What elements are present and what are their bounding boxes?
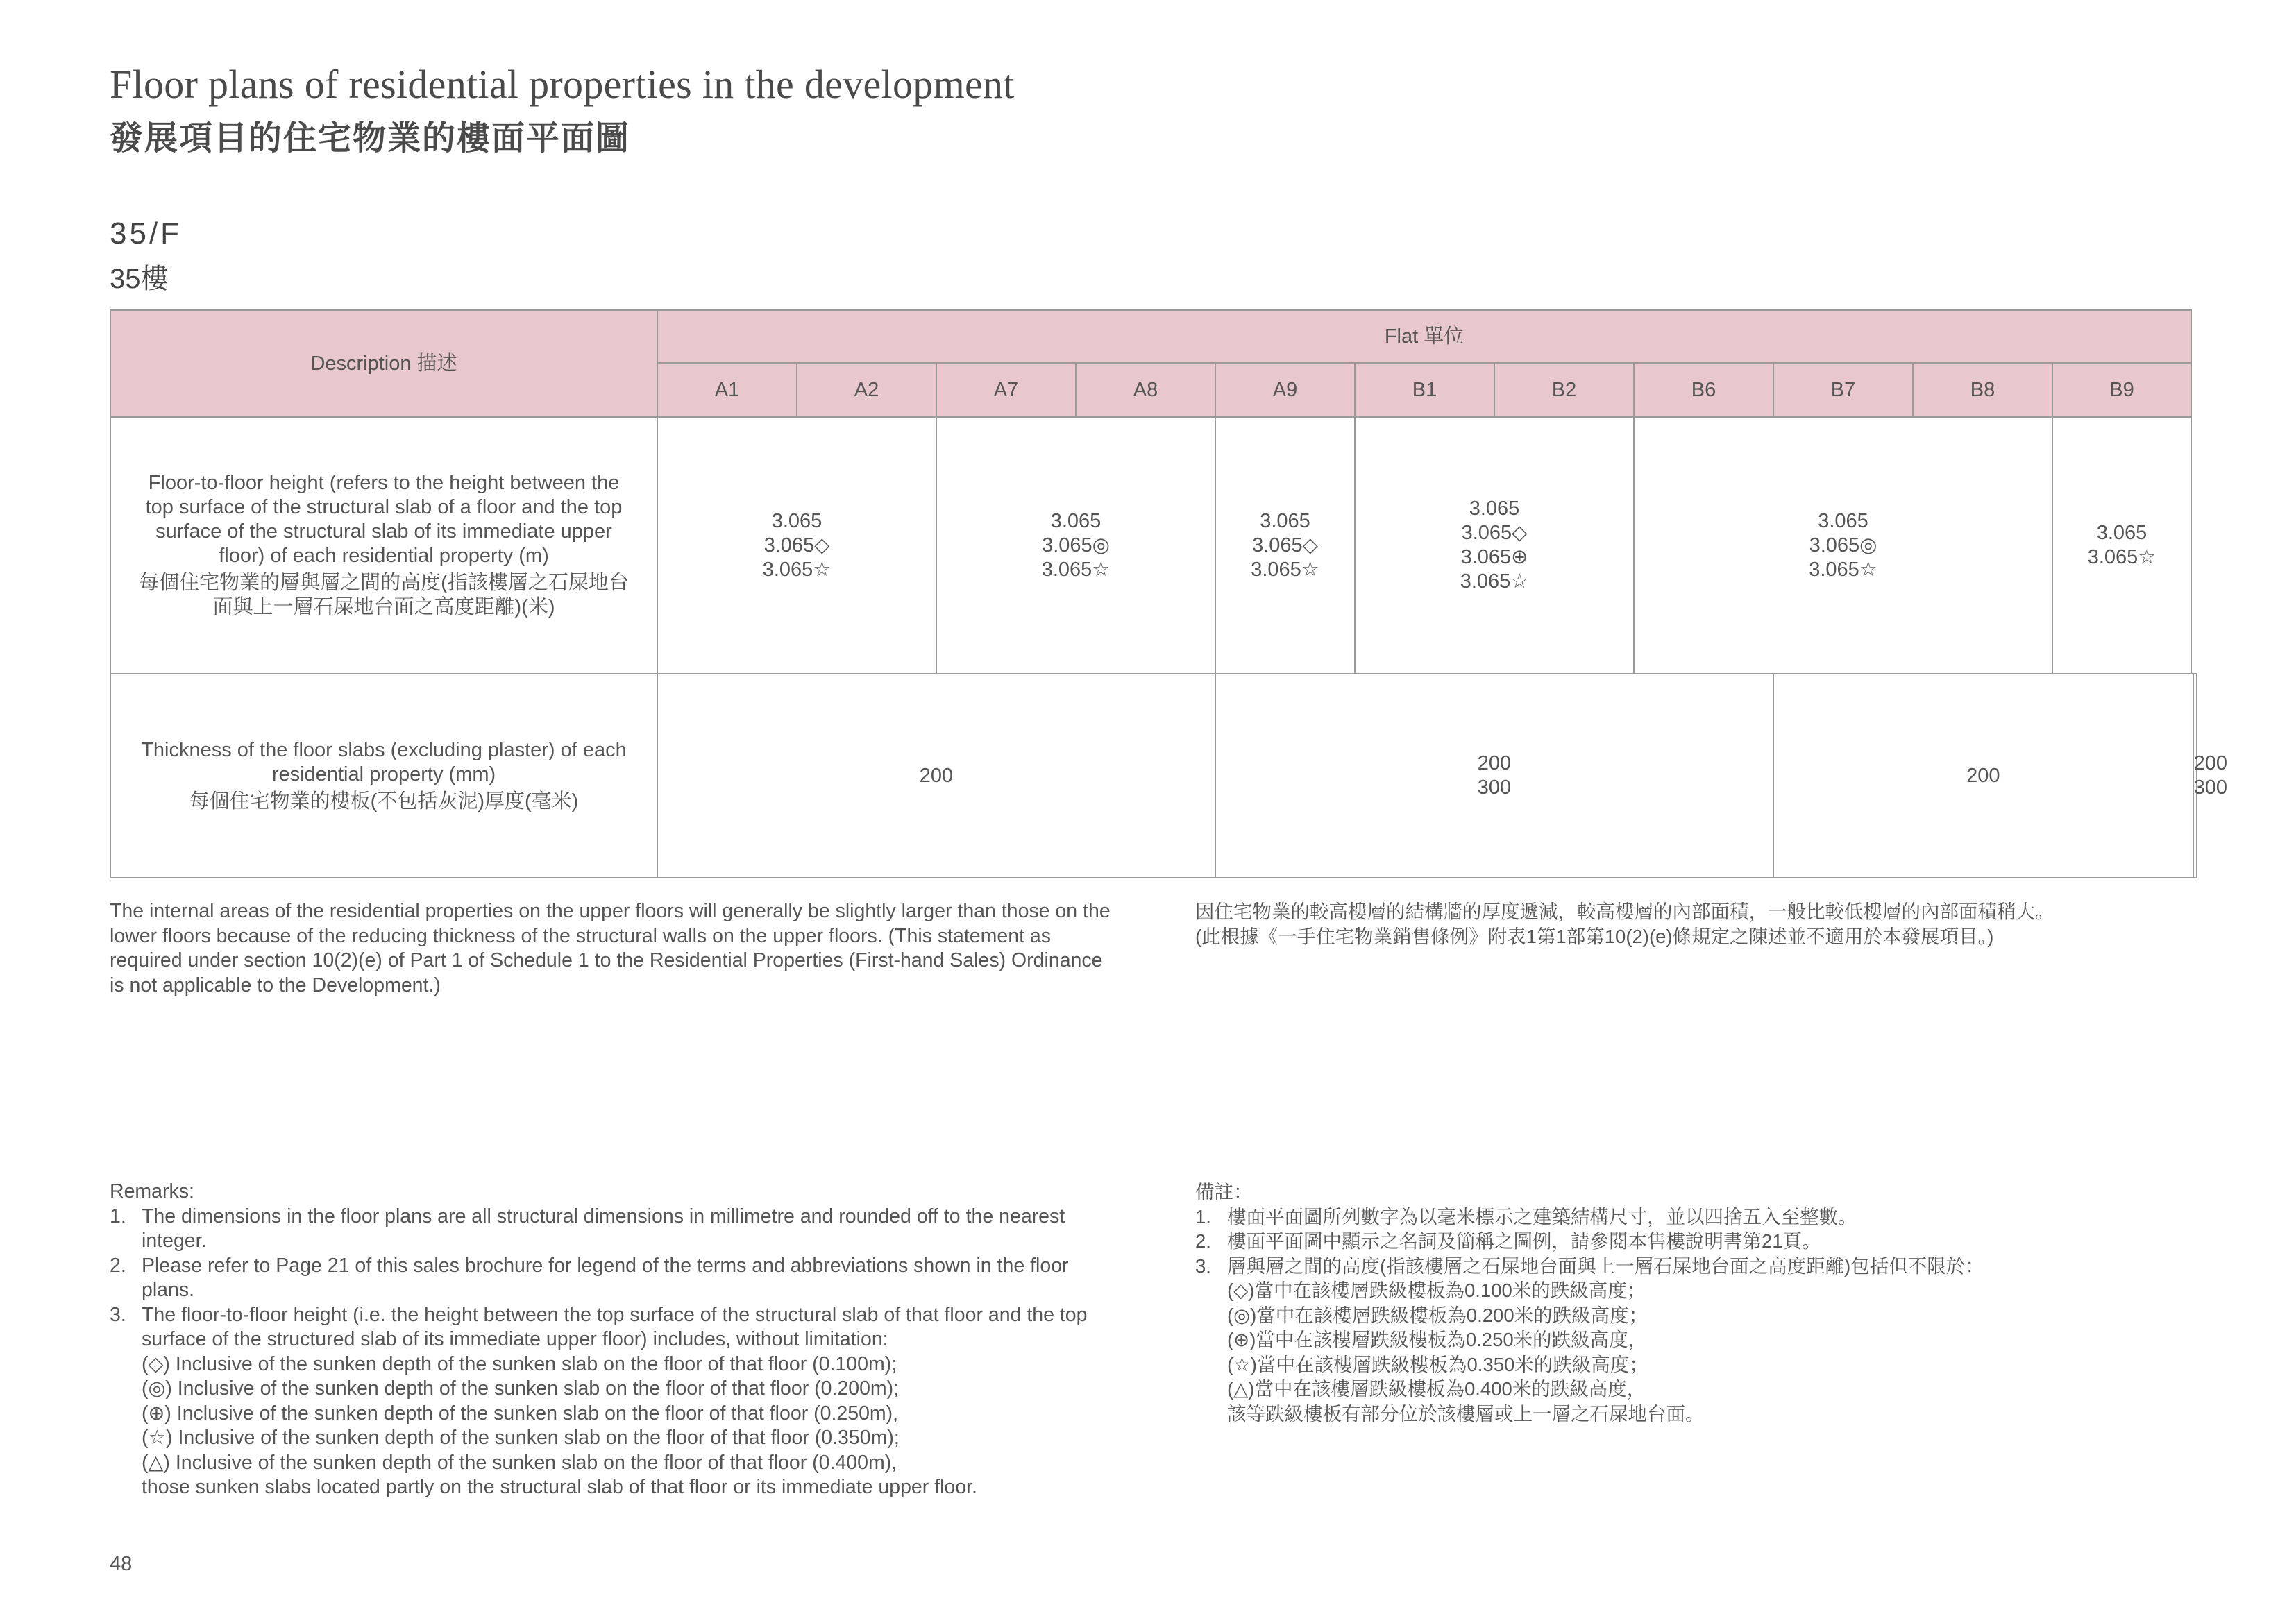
floor-height-cell: [2052, 417, 2191, 674]
item-text: Please refer to Page 21 of this sales brochure for legend of the terms and abbreviations shown in the floor plans.: [142, 1254, 1069, 1301]
floor-spec-table: [110, 309, 2228, 878]
flat-header: Flat 單位: [657, 310, 2191, 363]
sub-item: (◎)當中在該樓層跌級樓板為0.200米的跌級高度；: [1227, 1304, 1648, 1326]
list-item: [110, 1303, 1116, 1500]
item-number: 2.: [110, 1254, 126, 1277]
floor-label-en: 35/F: [110, 216, 183, 250]
remarks-list-en: [110, 1205, 1116, 1500]
floor-height-cell: [1634, 417, 2052, 674]
item-number: 3.: [1195, 1255, 1211, 1277]
item-number: 3.: [110, 1303, 126, 1326]
slab-thickness-description: [110, 674, 657, 878]
cell-value: 300: [2193, 776, 2228, 799]
slab-thickness-cell: [1773, 674, 2193, 878]
sub-item: (⊕) Inclusive of the sunken depth of the sunken slab on the floor of that floor (0.250m),: [142, 1402, 899, 1425]
item-text: 樓面平面圖所列數字為以毫米標示之建築結構尺寸，並以四捨五入至整數。: [1227, 1205, 1857, 1227]
slab-thickness-cell: [2193, 674, 2228, 878]
cell-value: 3.065☆: [1809, 558, 1877, 581]
item-number: 1.: [1195, 1205, 1211, 1227]
floor-height-cell: [1215, 417, 1355, 674]
floor-height-cell: [1355, 417, 1634, 674]
cell-value: 3.065☆: [1251, 558, 1319, 581]
cell-value: 300: [1477, 776, 1512, 799]
sub-item: (⊕)當中在該樓層跌級樓板為0.250米的跌級高度，: [1227, 1329, 1648, 1350]
list-item: [110, 1205, 1116, 1254]
cell-value: 3.065◇: [1461, 522, 1528, 544]
slab-thickness-desc-en: Thickness of the floor slabs (excluding plaster) of each residential property (mm): [141, 738, 627, 785]
cell-value: 3.065: [1469, 498, 1520, 520]
sub-item: those sunken slabs located partly on the structural slab of that floor or its immediate upper floor.: [142, 1476, 977, 1498]
list-item: [110, 1254, 1116, 1303]
sub-item: (△) Inclusive of the sunken depth of the sunken slab on the floor of that floor (0.400m),: [142, 1451, 897, 1474]
flat-label: B6: [1634, 363, 1773, 417]
remarks-en: [110, 1180, 1116, 1500]
sub-item: (◇) Inclusive of the sunken depth of the sunken slab on the floor of that floor (0.100m);: [142, 1352, 897, 1375]
internal-area-note-en: The internal areas of the residential properties on the upper floors will generally be slightly larger than those on the lower floors because of the reducing thickness of the structural walls on the upper floors. (This statement as required under section 10(2)(e) of Part 1 of Schedule 1 to the Residential Properties (First-hand Sales) Ordinance is not applicable to the Development.): [110, 900, 1111, 996]
page-title-en: Floor plans of residential properties in the development: [110, 62, 1015, 107]
floor-label-zh: 35樓: [110, 264, 169, 294]
floor-height-cell: [657, 417, 936, 674]
floor-height-desc-en: Floor-to-floor height (refers to the height between the top surface of the structural slab of a floor and the top surface of the structural slab of its immediate upper floor) of each residential property (m): [145, 472, 623, 567]
floor-height-cell: [936, 417, 1215, 674]
slab-thickness-desc-zh: 每個住宅物業的樓板(不包括灰泥)厚度(毫米): [189, 790, 579, 813]
slab-thickness-cell: [1215, 674, 1773, 878]
cell-value: 3.065◎: [1042, 534, 1110, 556]
flat-label: A1: [657, 363, 797, 417]
cell-value: 200: [1966, 764, 2000, 787]
remarks-list-zh: [1195, 1205, 2202, 1427]
item-text: 層與層之間的高度(指該樓層之石屎地台面與上一層石屎地台面之高度距離)包括但不限於：: [1227, 1255, 1984, 1277]
list-item: [1195, 1254, 2202, 1427]
item-text: The floor-to-floor height (i.e. the height between the top surface of the structural slab of that floor and the top surface of the structured slab of its immediate upper floor) includes, without limitation:: [142, 1303, 1088, 1350]
item-text: 樓面平面圖中顯示之名詞及簡稱之圖例，請參閱本售樓說明書第21頁。: [1227, 1230, 1821, 1252]
cell-value: 3.065◇: [1252, 534, 1318, 556]
internal-area-note-zh: [1195, 899, 2202, 949]
slab-thickness-cell: [657, 674, 1215, 878]
flat-label: B1: [1355, 363, 1494, 417]
cell-value: 3.065: [2096, 522, 2147, 544]
cell-value: 3.065☆: [1041, 558, 1111, 581]
list-item: [1195, 1205, 2202, 1230]
cell-value: 3.065: [1818, 509, 1868, 532]
page-title-zh: 發展項目的住宅物業的樓面平面圖: [110, 119, 631, 158]
flat-label: B7: [1773, 363, 1913, 417]
table-row: [110, 417, 2197, 674]
note-zh-line: (此根據《一手住宅物業銷售條例》附表1第1部第10(2)(e)條規定之陳述並不適用於本發展項目。): [1195, 925, 1994, 947]
flat-label: B9: [2052, 363, 2191, 417]
item-text: The dimensions in the floor plans are all structural dimensions in millimetre and rounded off to the nearest integer.: [142, 1205, 1065, 1252]
list-item: [1195, 1229, 2202, 1254]
sub-item: 該等跌級樓板有部分位於該樓層或上一層之石屎地台面。: [1227, 1402, 1705, 1425]
cell-value: 3.065: [771, 509, 822, 532]
cell-value: 3.065◇: [763, 534, 830, 556]
cell-value: 200: [1477, 752, 1512, 774]
flat-label: A8: [1076, 363, 1215, 417]
cell-value: 3.065☆: [1460, 570, 1529, 593]
floor-height-description: [110, 417, 657, 674]
remarks-heading-zh: 備註：: [1195, 1181, 1253, 1203]
flat-label: A2: [797, 363, 936, 417]
cell-value: 3.065☆: [2087, 546, 2156, 568]
cell-value: 3.065: [1050, 509, 1101, 532]
flat-label: B2: [1494, 363, 1634, 417]
cell-value: 3.065⊕: [1460, 546, 1528, 568]
cell-value: 3.065◎: [1809, 534, 1877, 556]
description-header: Description 描述: [110, 310, 657, 417]
flat-label: A9: [1215, 363, 1355, 417]
cell-value: 200: [2193, 752, 2228, 774]
cell-value: 3.065: [1260, 509, 1310, 532]
flat-label: B8: [1913, 363, 2052, 417]
cell-value: 200: [919, 764, 954, 787]
sub-item: (◇)當中在該樓層跌級樓板為0.100米的跌級高度；: [1227, 1280, 1646, 1301]
remarks-heading-en: Remarks:: [110, 1180, 194, 1203]
cell-value: 3.065☆: [762, 558, 832, 581]
sub-item: (☆)當中在該樓層跌級樓板為0.350米的跌級高度；: [1227, 1353, 1648, 1375]
sub-item: (△)當中在該樓層跌級樓板為0.400米的跌級高度，: [1227, 1378, 1646, 1400]
table-row: [110, 674, 2197, 878]
item-number: 1.: [110, 1205, 126, 1227]
item-number: 2.: [1195, 1230, 1211, 1252]
floor-height-desc-zh: 每個住宅物業的層與層之間的高度(指該樓層之石屎地台面與上一層石屎地台面之高度距離)(米): [139, 572, 629, 618]
note-zh-line: 因住宅物業的較高樓層的結構牆的厚度遞減，較高樓層的內部面積，一般比較低樓層的內部面積稍大。: [1195, 901, 2054, 922]
flat-label: A7: [936, 363, 1076, 417]
sub-item: (◎) Inclusive of the sunken depth of the sunken slab on the floor of that floor (0.200m);: [142, 1377, 900, 1400]
sub-item: (☆) Inclusive of the sunken depth of the sunken slab on the floor of that floor (0.350m);: [142, 1427, 900, 1449]
page-number: 48: [110, 1553, 133, 1575]
remarks-zh: [1195, 1180, 2202, 1426]
